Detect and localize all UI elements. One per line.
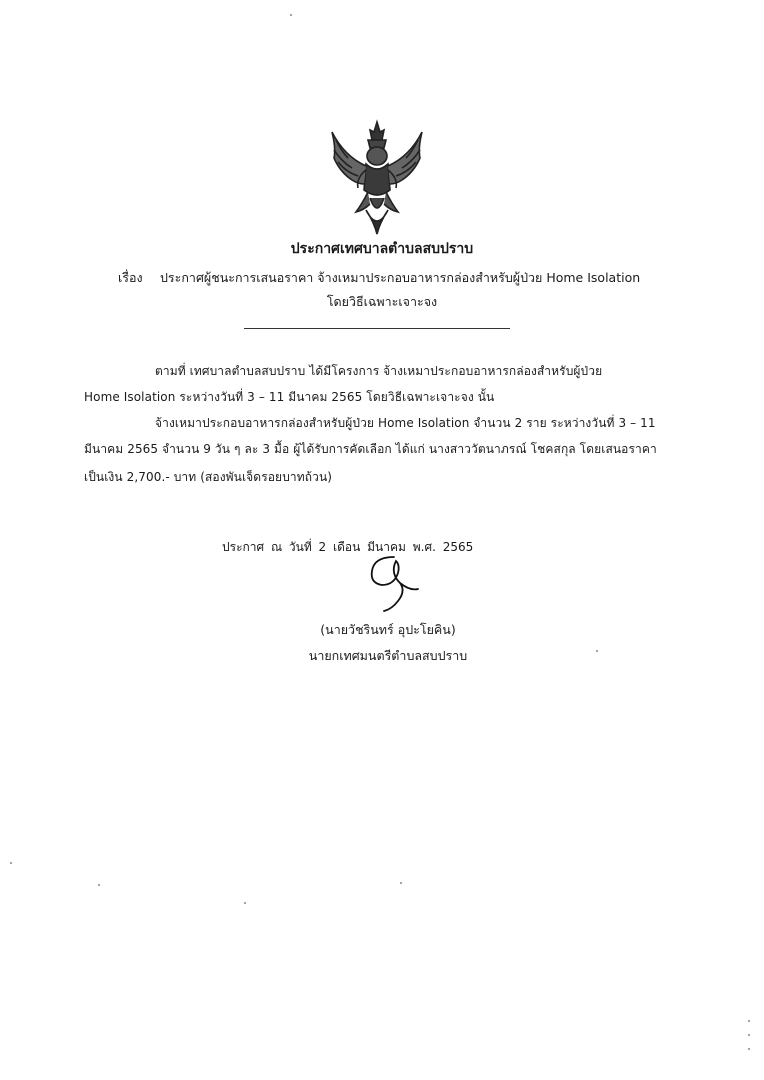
scan-speck xyxy=(596,650,598,652)
scan-speck xyxy=(290,14,292,16)
scan-speck xyxy=(748,1020,750,1022)
body-line: มีนาคม 2565 จำนวน 9 วัน ๆ ละ 3 มื้อ ผู้ได้รับการคัดเลือก ได้แก่ นางสาววัตนาภรณ์ โชคสกุล โดยเสนอราคา xyxy=(84,442,657,456)
scan-speck xyxy=(748,1034,750,1036)
garuda-emblem-icon xyxy=(322,118,432,236)
subject-method: โดยวิธีเฉพาะเจาะจง xyxy=(326,294,438,309)
scan-speck xyxy=(244,902,246,904)
divider-line xyxy=(244,328,510,329)
scan-speck xyxy=(98,884,100,886)
scan-speck xyxy=(400,882,402,884)
handwritten-signature xyxy=(360,553,430,615)
announcement-title: ประกาศเทศบาลตำบลสบปราบ xyxy=(290,241,474,257)
announce-date-line: ประกาศ ณ วันที่ 2 เดือน มีนาคม พ.ศ. 2565 xyxy=(222,540,474,554)
body-line: ตามที่ เทศบาลตำบลสบปราบ ได้มีโครงการ จ้างเหมาประกอบอาหารกล่องสำหรับผู้ป่วย xyxy=(155,364,603,378)
subject-text: ประกาศผู้ชนะการเสนอราคา จ้างเหมาประกอบอาหารกล่องสำหรับผู้ป่วย Home Isolation xyxy=(160,270,641,285)
scan-speck xyxy=(748,1048,750,1050)
body-line: จ้างเหมาประกอบอาหารกล่องสำหรับผู้ป่วย Home Isolation จำนวน 2 ราย ระหว่างวันที่ 3 – 11 xyxy=(155,416,656,430)
subject-label: เรื่อง xyxy=(118,270,143,285)
signer-name: (นายวัชรินทร์ อุปะโยคิน) xyxy=(320,622,456,637)
signer-title: นายกเทศมนตรีตำบลสบปราบ xyxy=(308,648,468,663)
scan-speck xyxy=(10,862,12,864)
body-line: Home Isolation ระหว่างวันที่ 3 – 11 มีนาคม 2565 โดยวิธีเฉพาะเจาะจง นั้น xyxy=(84,390,495,404)
body-line: เป็นเงิน 2,700.- บาท (สองพันเจ็ดรอยบาทถ้วน) xyxy=(84,470,333,484)
